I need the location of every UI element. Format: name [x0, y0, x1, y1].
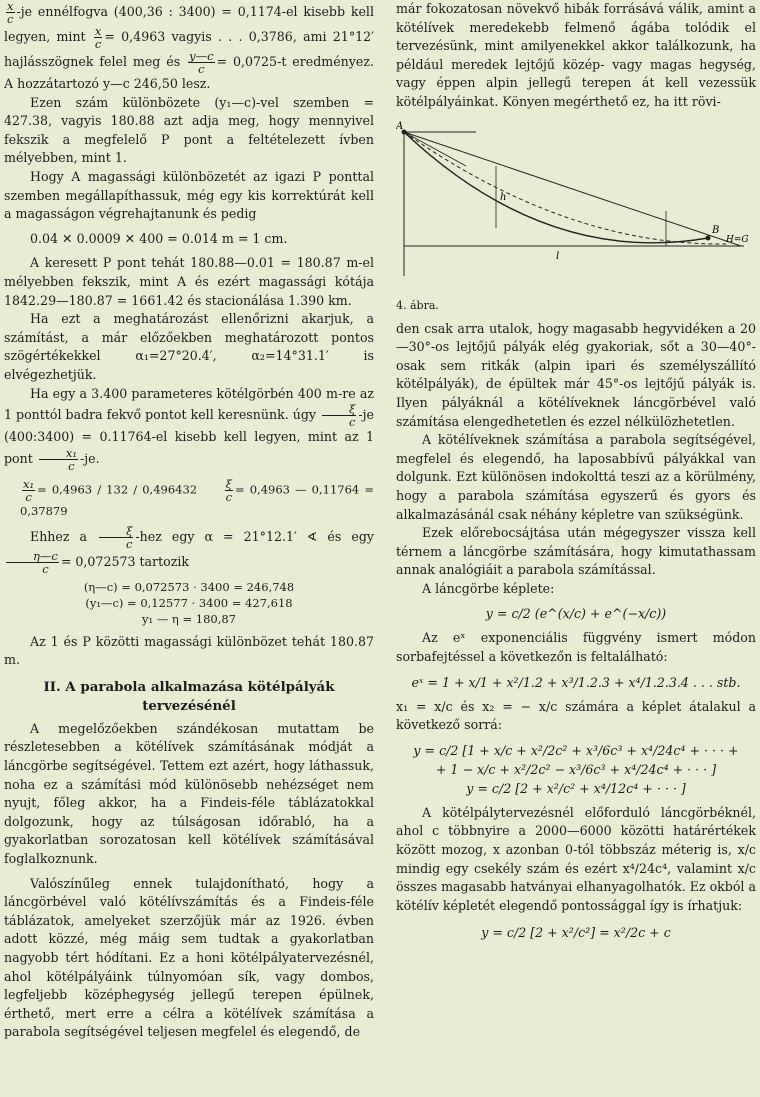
label-l: l	[556, 250, 560, 262]
figure-4	[396, 116, 756, 314]
equation: y₁ — η = 180,87	[142, 611, 236, 626]
equation-expanded-1: y = c/2 [1 + x/c + x²/2c² + x³/6c³ + x⁴/24c⁴ + · · · +	[413, 742, 739, 758]
paragraph: Ezen szám különbözete (y₁—c)-vel szemben = 427.38, vagyis 180.88 azt adja meg, hogy mennyivel fekszik a megfelelő P pont a feltételezett ívben mélyebben, mint 1.	[4, 94, 374, 166]
paragraph: den csak arra utalok, hogy magasabb hegyvidéken a 20—30°-os lejtőjű pályák elég gyakoriak, sőt a 30—40°-osak sem ritkák (alpin ipari és személyszállító kötélpályák), de épültek már 45°-os lejtőjű pályák is. Ilyen pályáknál a kötélíveknek láncgörbével való számítása elengedhetetlen és ezzel nélkülözhetetlen.	[396, 320, 756, 429]
paragraph: A kötélpálytervezésnél előforduló láncgörbéknél, ahol c többnyire a 2000—6000 közötti határértékek között mozog, x azonban 0-tól többszáz méterig is, x/c mindig egy csekély szám és ezért x⁴/24c⁴, valamint x/c összes magasabb hatványai elhanyagolhatók. Ez okból a kötélív képletét elegendő pontossággal így is írhatjuk:	[396, 804, 756, 913]
equation: $\frac{\text{x₁}}{c}$ = 0,4963 / 132 / 0,496432 $\frac{\xi}{c}$ = 0,4963 — 0,11764 = 0,37879	[20, 476, 374, 518]
paragraph: A láncgörbe képlete:	[422, 580, 555, 596]
paragraph: Ha ezt a meghatározást ellenőrizni akarjuk, a számítást, a már előzőekben meghatározott pontos szögértékekkel α₁=27°20.4′, α₂=14°31.1′ is elvégezhetjük.	[4, 311, 374, 382]
equation-final: y = c/2 [2 + x²/c²] = x²/2c + c	[481, 925, 671, 941]
fraction: $\frac{x}{c}$	[7, 0, 14, 26]
left-column	[4, 0, 374, 1042]
equation: (η—c) = 0,072573 · 3400 = 246,748	[83, 579, 295, 594]
fraction: $\frac{\xi}{c}$	[322, 403, 356, 428]
fraction: $\frac{x}{c}$	[94, 24, 102, 51]
label-h: H=G	[726, 234, 749, 245]
equation-series: eˣ = 1 + x/1 + x²/1.2 + x³/1.2.3 + x⁴/1.2.3.4 . . . stb.	[411, 674, 741, 690]
figure-caption: 4. ábra.	[396, 298, 439, 312]
text-line: $\frac{x}{c}$ -je ennélfogva (400,36 : 3400) = 0,1174-el kisebb kell legyen, mint $\frac{x}{c}$ = 0,4963 vagyis . . . 0,3786, ami 21°12′ hajlásszögnek felel meg és $\frac{y—c}{c}$ = 0,0725-t eredményez. A hozzátartozó y—c 246,50 lesz.	[4, 0, 374, 91]
label-b: B	[712, 224, 720, 236]
paragraph: Ehhez a $\frac{\xi}{c}$ -hez egy α = 21°12.1′ ∢ és egy $\frac{\eta—c}{c}$ = 0,072573 tartozik	[4, 525, 374, 575]
paragraph: Valószínűleg ennek tulajdonítható, hogy a láncgörbével való kötélívszámítás és a Findeis-féle táblázatok, amelyeket szerzőjük már az 1926. évben adott közzé, még máig sem tudtak a gyakorlatban nagyobb tért hódítani. Ez a honi kötélpályatervezésnél, ahol kötélpályáink túlnyomóan sík, vagy dombos, legfeljebb középhegység jellegű terepen épülnek, érthető, mert erre a célra a kötélívek számítása a parabola segítségével teljesen megfelel és elegendő, de	[4, 875, 374, 1040]
label-h-height: h	[500, 191, 507, 203]
label-a: A	[396, 120, 404, 132]
paragraph: Hogy A magassági különbözetét az igazi P ponttal szemben megállapíthassuk, még egy kis korrektúrát kell a magasságon végrehajtanunk és pedig	[4, 168, 374, 222]
paragraph: Az 1 és P közötti magassági különbözet tehát 180.87 m.	[4, 633, 374, 668]
equation-expanded-2: + 1 − x/c + x²/2c² − x³/6c³ + x⁴/24c⁴ + · · · ]	[435, 761, 717, 777]
paragraph: Ha egy a 3.400 parameteres kötélgörbén 400 m-re az 1 ponttól badra fekvő pontot kell keresnünk. úgy $\frac{\xi}{c}$ -je (400:3400) = 0.11764-el kisebb kell legyen, mint az 1 pont $\frac{\text{x₁}}{c}$ -je.	[4, 385, 374, 473]
fraction: $\frac{\text{x₁}}{c}$	[39, 447, 78, 472]
point-b	[706, 235, 711, 240]
section-heading: II. A parabola alkalmazása kötélpályák tervezésénél	[43, 678, 335, 714]
equation: 0.04 ✕ 0.0009 ✕ 400 = 0.014 m = 1 cm.	[30, 230, 288, 246]
paragraph: A keresett P pont tehát 180.88—0.01 = 180.87 m-el mélyebben fekszik, mint A és ezért magassági kótája 1842.29—180.87 = 1661.42 és stacionálása 1.390 km.	[4, 255, 374, 308]
right-column	[396, 0, 756, 942]
fraction: $\frac{y—c}{c}$	[189, 49, 214, 76]
cable-curve	[404, 132, 708, 243]
paragraph: Ezek előrebocsájtása után mégegyszer vissza kell térnem a láncgörbe számítására, hogy kimutathassam annak analógiáit a parabola számítással.	[396, 525, 756, 578]
tangent-line	[404, 132, 466, 166]
paragraph: A megelőzőekben szándékosan mutattam be részletesebben a kötélívek számításának módját a láncgörbe segítségével. Tettem ezt azért, hogy láthassuk, noha ez a számítási mód különösebb nehézséget nem nyujt, főleg akkor, ha a Findeis-féle táblázatokkal dolgozunk, hogy az túlságosan időrabló, ha a gyakorlatban sorozatosan kell kötélívek számításával foglalkoznunk.	[4, 720, 374, 867]
equation-catenary: y = c/2 (e^(x/c) + e^(−x/c))	[485, 606, 667, 622]
chord-line	[404, 132, 741, 246]
cable-diagram	[396, 116, 756, 296]
paragraph: A kötélíveknek számítása a parabola segítségével, megfelel és elegendő, ha laposabbívű pályákkal van dolgunk. Ezt különösen indokolttá teszi az a körülmény, hogy a parabola számítása egyszerű és gyors és alkalmazásánál csak néhány képletre van szükségünk.	[396, 432, 756, 522]
equation: (y₁—c) = 0,12577 · 3400 = 427,618	[85, 595, 293, 610]
paragraph: már fokozatosan növekvő hibák forrásává válik, amint a kötélívek meredekebb felmenő ágába tolódik el tervezésünk, mint amilyenekkel akkor találkozunk, ha például meredek lejtőjű közép- vagy magas hegység, vagy éppen alpin jellegű terepen át kell vezessük kötélpályáinkat. Könyen megérthető ez, ha itt rövi-	[396, 1, 756, 109]
paragraph: Az eˣ exponenciális függvény ismert módon sorbafejtéssel a következőn is feltalálható:	[396, 630, 756, 665]
paragraph: x₁ = x/c és x₂ = − x/c számára a képlet átalakul a következő sorrá:	[396, 698, 756, 733]
equation-expanded-3: y = c/2 [2 + x²/c² + x⁴/12c⁴ + · · · ]	[466, 780, 686, 796]
